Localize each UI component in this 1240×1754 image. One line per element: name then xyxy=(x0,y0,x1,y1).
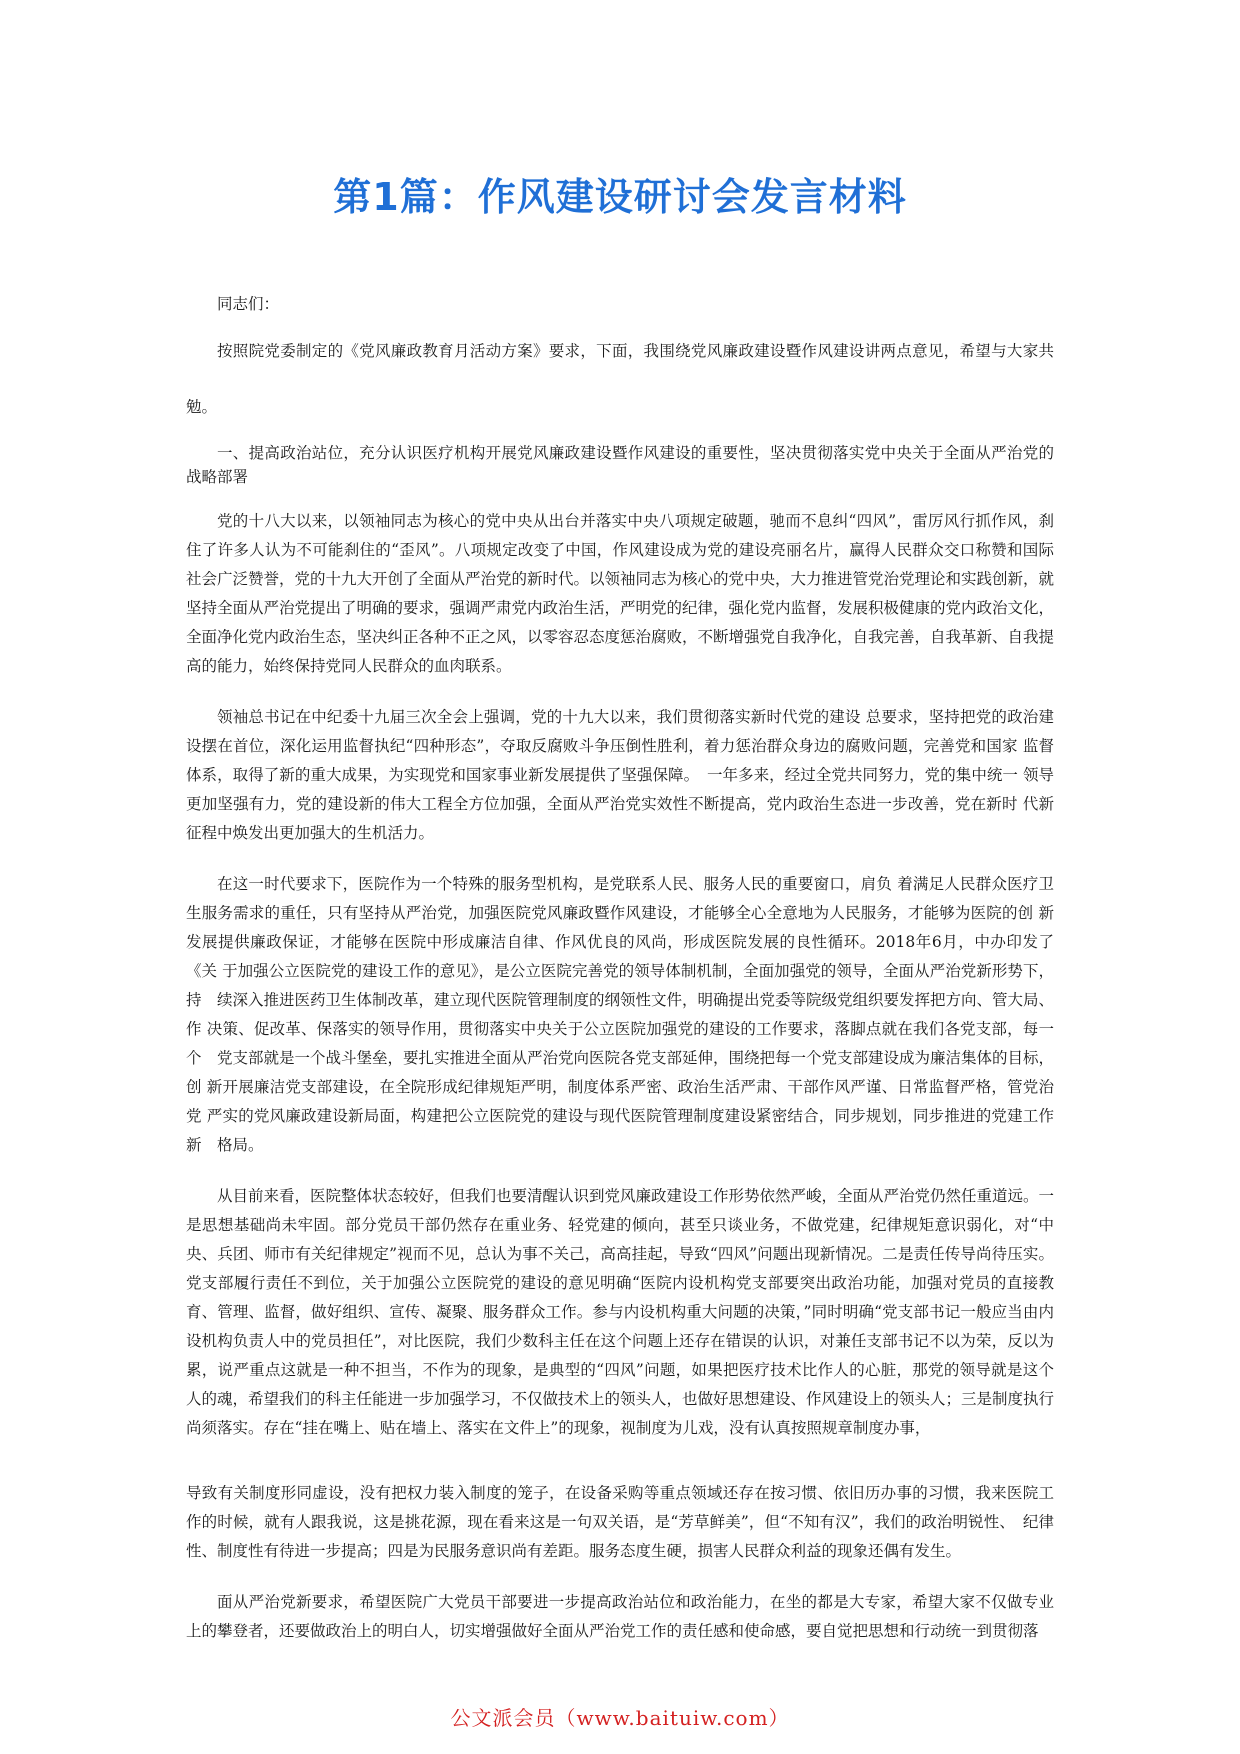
paragraph: 面从严治党新要求，希望医院广大党员干部要进一步提高政治站位和政治能力，在坐的都是大专家，希望大家不仅做专业 上的攀登者，还要做政治上的明白人，切实增强做好全面从严治党工作的责任感和使命感，要自觉把思想和行动统一到贯彻落 xyxy=(186,1593,1054,1640)
paragraph: 在这一时代要求下，医院作为一个特殊的服务型机构，是党联系人民、服务人民的重要窗口，肩负 着满足人民群众医疗卫生服务需求的重任，只有坚持从严治党，加强医院党风廉政暨作风建设，才能够全心全意地为人民服务，才能够为医院的创 新发展提供廉政保证，才能够在医院中形成廉洁自律、作风优良的风尚，形成医院发展的良性循环。2018年6月，中办印发了《关 于加强公立医院党的建设工作的意见》，是公立医院完善党的领导体制机制，全面加强党的领导，全面从严治党新形势下，持 续深入推进医药卫生体制改革，建立现代医院管理制度的纲领性文件，明确提出党委等院级党组织要发挥把方向、管大局、作 决策、促改革、保落实的领导作用，贯彻落实中央关于公立医院加强党的建设的工作要求，落脚点就在我们各党支部，每一个 党支部就是一个战斗堡垒，要扎实推进全面从严治党向医院各党支部延伸，围绕把每一个党支部建设成为廉洁集体的目标，创 新开展廉洁党支部建设，在全院形成纪律规矩严明，制度体系严密、政治生活严肃、干部作风严谨、日常监督严格，管党治党 严实的党风廉政建设新局面，构建把公立医院党的建设与现代医院管理制度建设紧密结合，同步规划，同步推进的党建工作新 格局。 xyxy=(186,875,1055,1154)
paragraph-continued: 导致有关制度形同虚设，没有把权力装入制度的笼子，在设备采购等重点领域还存在按习惯、依旧历办事的习惯，我来医院工 作的时候，就有人跟我说，这是挑花源，现在看来这是一句双关语，是“芳草鲜美”，但“不知有汉”，我们的政治明锐性、 纪律性、制度性有待进一步提高；四是为民服务意识尚有差距。服务态度生硬，损害人民群众利益的现象还偶有发生。 xyxy=(186,1484,1054,1560)
page-title: 第1篇：作风建设研讨会发言材料 xyxy=(333,175,907,219)
document-body xyxy=(186,290,1054,1646)
paragraph: 从目前来看，医院整体状态较好，但我们也要清醒认识到党风廉政建设工作形势依然严峻，全面从严治党仍然任重道远。一是思想基础尚未牢固。部分党员干部仍然存在重业务、轻党建的倾向，甚至只谈业务，不做党建，纪律规矩意识弱化，对“中央、兵团、师市有关纪律规定”视而不见，总认为事不关己，高高挂起，导致“四风”问题出现新情况。二是责任传导尚待压实。党支部履行责任不到位，关于加强公立医院党的建设的意见明确“医院内设机构党支部要突出政治功能，加强对党员的直接教育、管理、监督，做好组织、宣传、凝聚、服务群众工作。参与内设机构重大问题的决策，”同时明确“党支部书记一般应当由内设机构负责人中的党员担任”，对比医院，我们少数科主任在这个问题上还存在错误的认识，对兼任支部书记不以为荣，反以为累，说严重点这就是一种不担当，不作为的现象，是典型的“四风”问题，如果把医疗技术比作人的心脏，那党的领导就是这个人的魂，希望我们的科主任能进一步加强学习，不仅做技术上的领头人，也做好思想建设、作风建设上的领头人；三是制度执行尚须落实。存在“挂在嘴上、贴在墙上、落实在文件上”的现象，视制度为儿戏，没有认真按照规章制度办事， xyxy=(186,1187,1055,1437)
greeting: 同志们： xyxy=(217,295,280,313)
paragraph: 党的十八大以来，以领袖同志为核心的党中央从出台并落实中央八项规定破题，驰而不息纠“四风”，雷厉风行抓作风，刹住了许多人认为不可能刹住的“歪风”。八项规定改变了中国，作风建设成为党的建设亮丽名片，赢得人民群众交口称赞和国际社会广泛赞誉，党的十九大开创了全面从严治党的新时代。以领袖同志为核心的党中央，大力推进管党治党理论和实践创新，就坚持全面从严治党提出了明确的要求，强调严肃党内政治生活，严明党的纪律，强化党内监督，发展积极健康的党内政治文化，全面净化党内政治生态，坚决纠正各种不正之风，以零容忍态度惩治腐败，不断增强党自我净化，自我完善，自我革新、自我提高的能力，始终保持党同人民群众的血肉联系。 xyxy=(186,512,1055,675)
footer-watermark-text: 公文派会员（www.baituiw.com） xyxy=(450,1706,790,1730)
paragraph-intro: 按照院党委制定的《党风廉政教育月活动方案》要求，下面，我围绕党风廉政建设暨作风建设讲两点意见，希望与大家共勉。 xyxy=(186,342,1054,416)
paragraph: 领袖总书记在中纪委十九届三次全会上强调，党的十九大以来，我们贯彻落实新时代党的建设 总要求，坚持把党的政治建设摆在首位，深化运用监督执纪“四种形态”，夺取反腐败斗争压倒性胜利，着力惩治群众身边的腐败问题，完善党和国家 监督体系，取得了新的重大成果，为实现党和国家事业新发展提供了坚强保障。 一年多来，经过全党共同努力，党的集中统一 领导更加坚强有力，党的建设新的伟大工程全方位加强，全面从严治党实效性不断提高，党内政治生态进一步改善，党在新时 代新征程中焕发出更加强大的生机活力。 xyxy=(186,708,1054,842)
section-heading-1: 一、提高政治站位，充分认识医疗机构开展党风廉政建设暨作风建设的重要性，坚决贯彻落实党中央关于全面从严治党的 战略部署 xyxy=(186,444,1054,486)
